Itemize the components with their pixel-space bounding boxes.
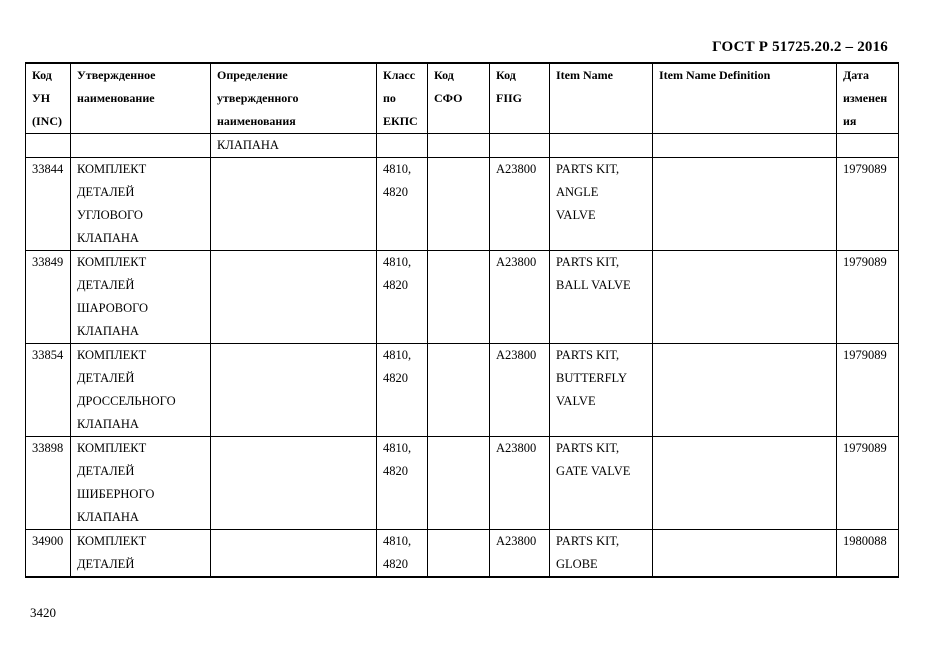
cell-line: 4820 [383,464,408,478]
cell-line: КЛАПАНА [77,231,139,245]
col-name-definition-header [211,63,377,134]
header-line: Код [32,68,52,82]
ekps-class-cell [377,437,428,530]
cell-line: 4810, [383,348,412,362]
definition-cell [211,158,377,251]
cell-line: КЛАПАНА [77,324,139,338]
continuation-cell [550,134,653,158]
item-name-definition-cell [653,251,837,344]
item-name-cell [550,251,653,344]
inc-code-cell: 33849 [26,251,71,344]
continuation-cell [490,134,550,158]
table-row [26,437,899,530]
cell-line: КОМПЛЕКТ [77,348,147,362]
inc-code-cell: 33898 [26,437,71,530]
definition-cell [211,344,377,437]
col-code-sfo-header [428,63,490,134]
cell-line: КОМПЛЕКТ [77,441,147,455]
ekps-class-cell [377,251,428,344]
sfo-code-cell [428,344,490,437]
change-date-cell: 1979089 [837,251,899,344]
header-line: (INC) [32,114,62,128]
continuation-cell [428,134,490,158]
header-line: утвержденного [217,91,299,105]
ekps-class-cell [377,344,428,437]
header-line: изменен [843,91,888,105]
definition-cell [211,437,377,530]
change-date-cell: 1979089 [837,437,899,530]
cell-line: PARTS KIT, [556,162,620,176]
cell-line: ANGLE [556,185,599,199]
cell-line: КЛАПАНА [77,417,139,431]
approved-name-cell [71,344,211,437]
change-date-cell: 1980088 [837,530,899,578]
ekps-class-cell [377,158,428,251]
cell-line: 4820 [383,371,408,385]
cell-line: 4820 [383,557,408,571]
col-item-name-definition-header [653,63,837,134]
cell-line: ДЕТАЛЕЙ [77,185,135,199]
approved-name-cell [71,251,211,344]
fiig-code-cell: A23800 [490,437,550,530]
table-row [26,158,899,251]
cell-line: ДЕТАЛЕЙ [77,464,135,478]
header-line: Item Name Definition [659,68,771,82]
cell-line: GATE VALVE [556,464,631,478]
continuation-cell: КЛАПАНА [211,134,377,158]
item-name-definition-cell [653,437,837,530]
fiig-code-cell: A23800 [490,158,550,251]
col-approved-name-header [71,63,211,134]
header-line: Дата [843,68,869,82]
cell-line: 4810, [383,441,412,455]
approved-name-cell [71,437,211,530]
cell-line: УГЛОВОГО [77,208,143,222]
item-name-definition-cell [653,530,837,578]
col-change-date-header [837,63,899,134]
cell-line: PARTS KIT, [556,255,620,269]
header-line: Item Name [556,68,613,82]
sfo-code-cell [428,437,490,530]
page-number: 3420 [30,605,56,620]
col-item-name-header [550,63,653,134]
header-line: наименования [217,114,296,128]
cell-line: PARTS KIT, [556,534,620,548]
inc-code-cell: 33844 [26,158,71,251]
header-line: наименование [77,91,155,105]
sfo-code-cell [428,530,490,578]
cell-line: ДЕТАЛЕЙ [77,557,135,571]
inc-code-cell: 34900 [26,530,71,578]
cell-line: 4810, [383,534,412,548]
item-name-cell [550,158,653,251]
sfo-code-cell [428,251,490,344]
cell-line: 4820 [383,278,408,292]
cell-line: PARTS KIT, [556,348,620,362]
continuation-row [26,134,899,158]
col-class-ekps-header [377,63,428,134]
cell-line: PARTS KIT, [556,441,620,455]
table-row [26,530,899,578]
header-line: по [383,91,396,105]
item-name-cell [550,344,653,437]
approved-name-cell [71,158,211,251]
header-line: Код [496,68,516,82]
sfo-code-cell [428,158,490,251]
cell-line: КОМПЛЕКТ [77,162,147,176]
change-date-cell: 1979089 [837,158,899,251]
cell-line: VALVE [556,394,596,408]
header-line: ЕКПС [383,114,418,128]
classifier-table [25,62,899,578]
cell-line: ШАРОВОГО [77,301,149,315]
fiig-code-cell: A23800 [490,530,550,578]
cell-line: КОМПЛЕКТ [77,255,147,269]
definition-cell [211,251,377,344]
cell-line: 4820 [383,185,408,199]
continuation-cell [837,134,899,158]
approved-name-cell [71,530,211,578]
header-line: Класс [383,68,416,82]
col-code-inc-header [26,63,71,134]
cell-line: КОМПЛЕКТ [77,534,147,548]
header-line: Определение [217,68,288,82]
definition-cell [211,530,377,578]
item-name-definition-cell [653,158,837,251]
table-row [26,251,899,344]
header-line: ия [843,114,857,128]
cell-line: 4810, [383,162,412,176]
table-header-row [26,63,899,134]
continuation-cell [377,134,428,158]
continuation-cell [653,134,837,158]
continuation-cell [26,134,71,158]
cell-line: ШИБЕРНОГО [77,487,155,501]
document-code: ГОСТ Р 51725.20.2 – 2016 [712,39,888,55]
col-code-fiig-header [490,63,550,134]
cell-line: BALL VALVE [556,278,631,292]
header-line: Код [434,68,454,82]
cell-line: ДРОССЕЛЬНОГО [77,394,176,408]
change-date-cell: 1979089 [837,344,899,437]
table-row [26,344,899,437]
cell-line: КЛАПАНА [77,510,139,524]
cell-line: ДЕТАЛЕЙ [77,278,135,292]
fiig-code-cell: A23800 [490,251,550,344]
continuation-cell [71,134,211,158]
classifier-table-container [25,62,898,578]
cell-line: GLOBE [556,557,598,571]
inc-code-cell: 33854 [26,344,71,437]
fiig-code-cell: A23800 [490,344,550,437]
cell-line: ДЕТАЛЕЙ [77,371,135,385]
header-line: Утвержденное [77,68,156,82]
header-line: СФО [434,91,463,105]
cell-line: BUTTERFLY [556,371,627,385]
header-line: УН [32,91,51,105]
item-name-cell [550,530,653,578]
item-name-definition-cell [653,344,837,437]
cell-line: 4810, [383,255,412,269]
ekps-class-cell [377,530,428,578]
header-line: FIIG [496,91,523,105]
cell-line: VALVE [556,208,596,222]
item-name-cell [550,437,653,530]
